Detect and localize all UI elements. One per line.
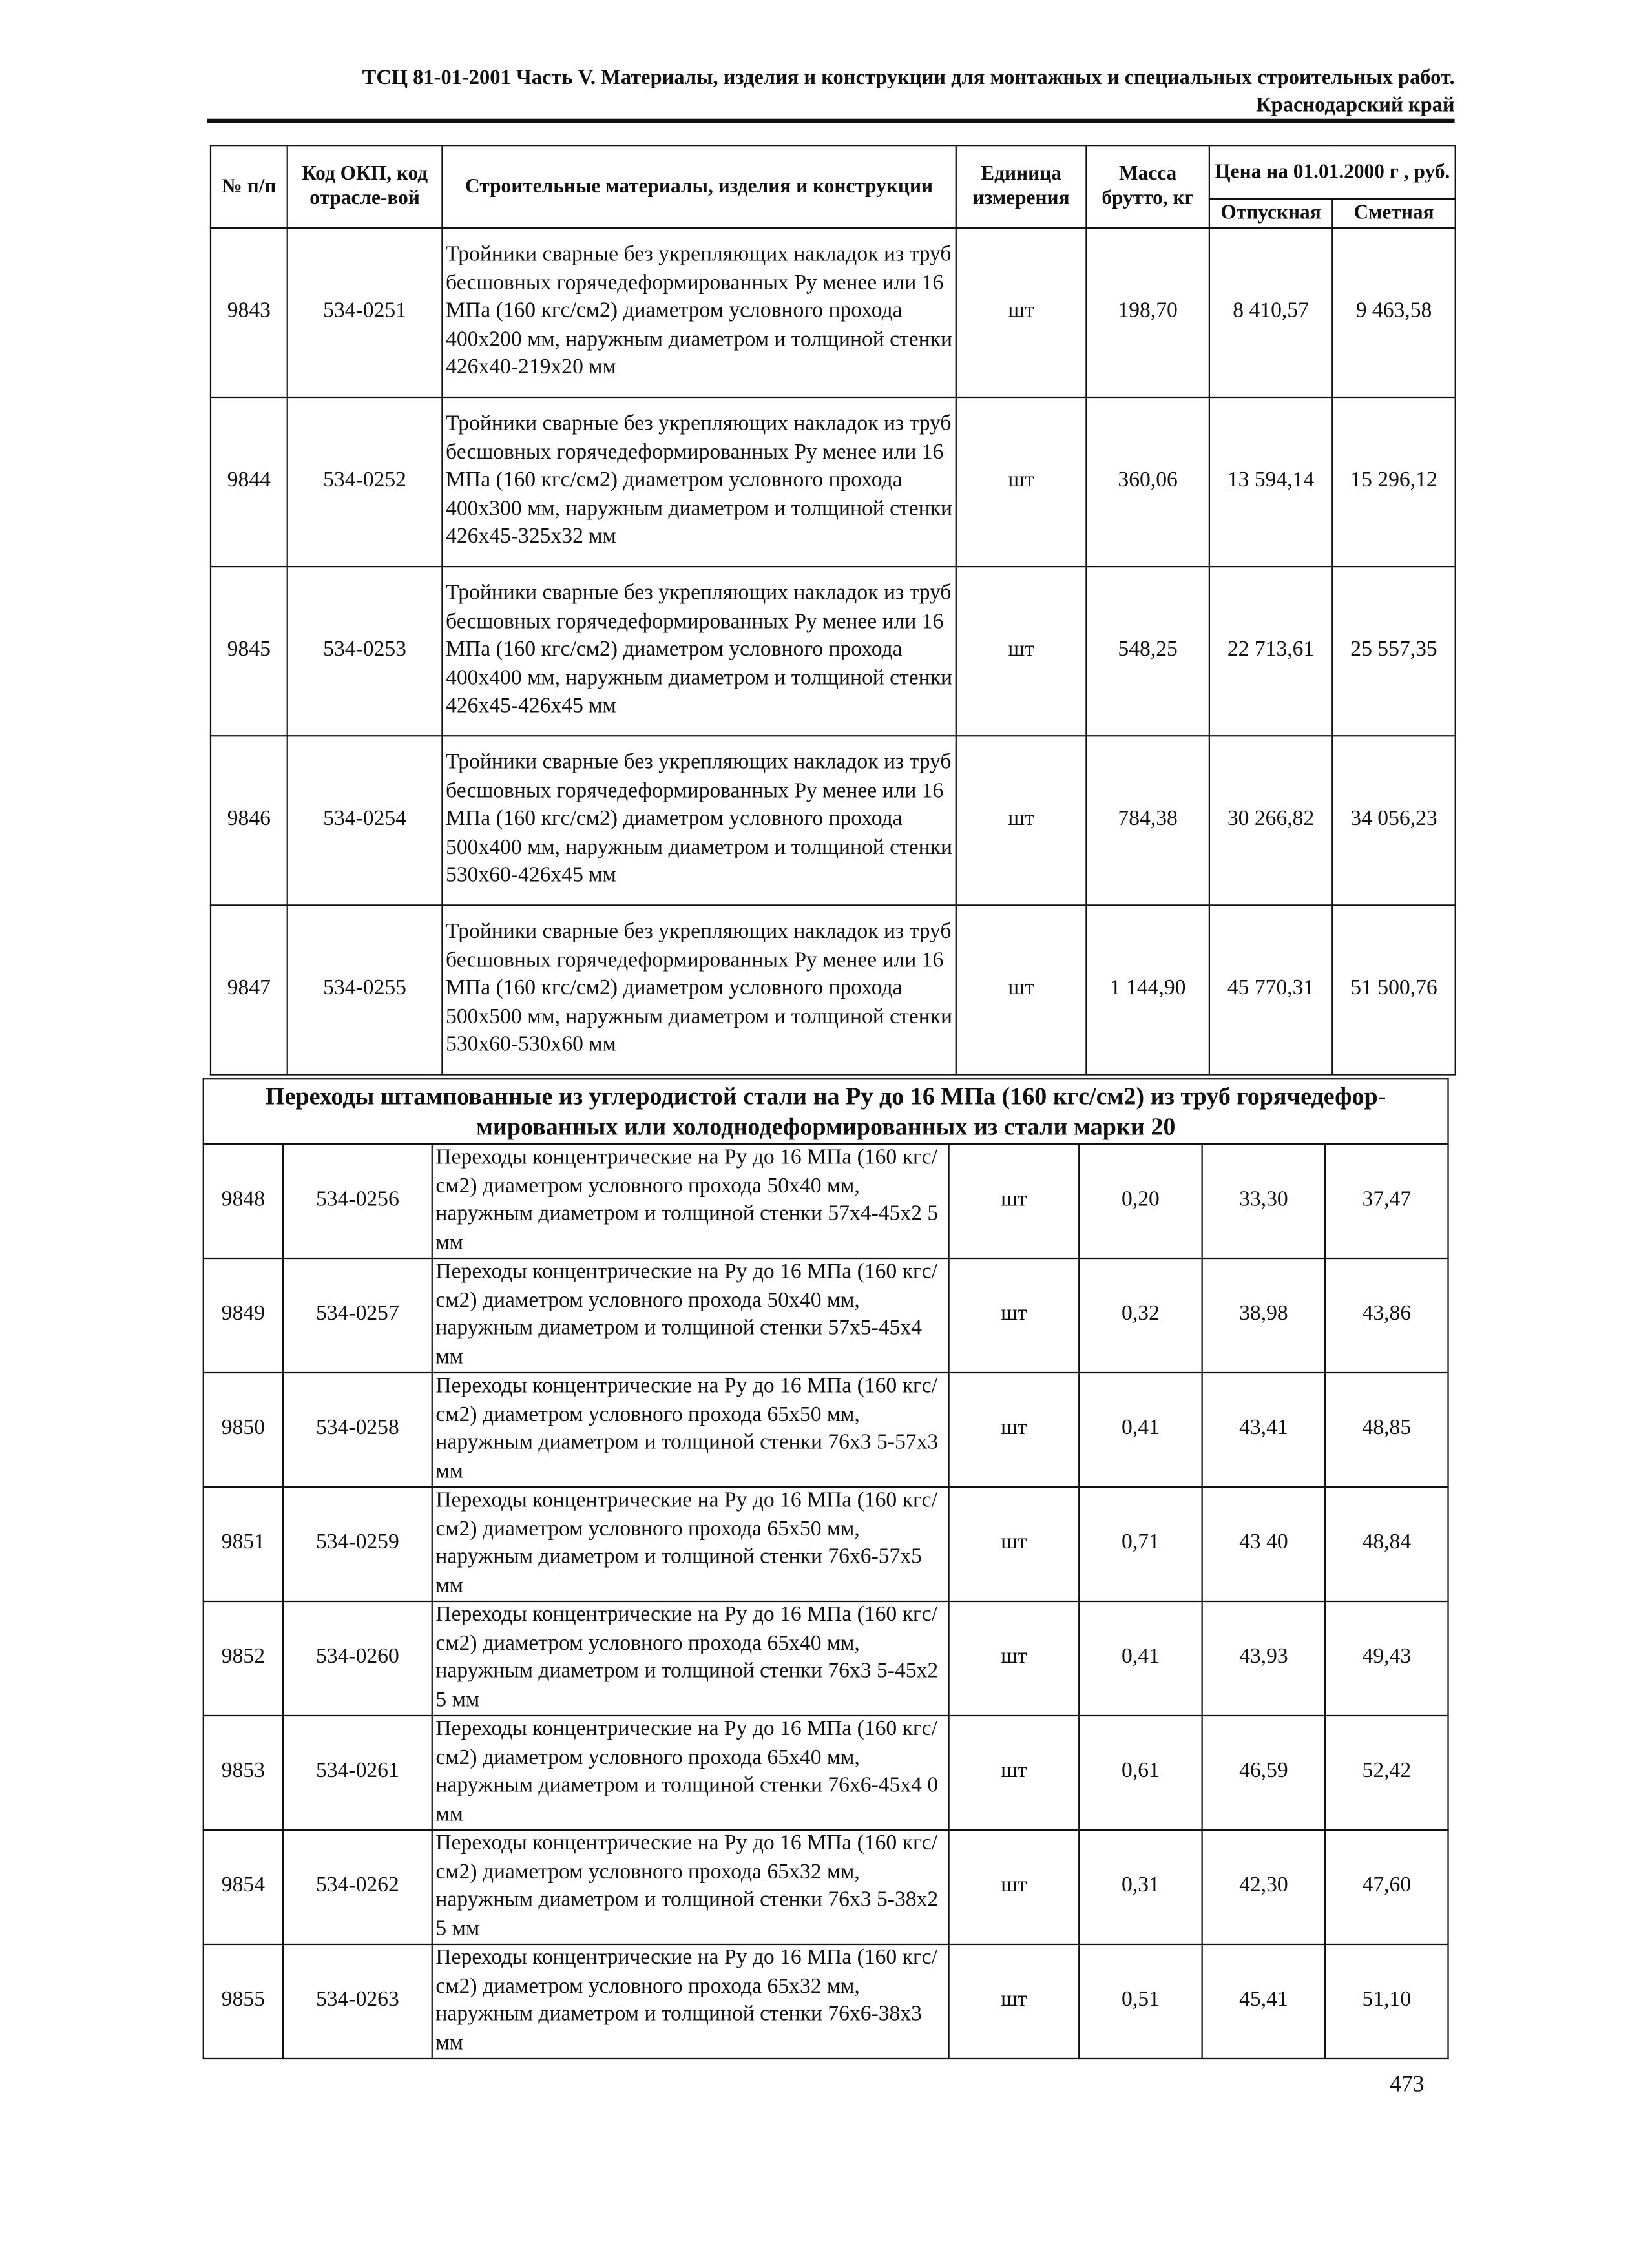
cell-mass: 360,06 [1086, 397, 1209, 567]
col-header-price: Цена на 01.01.2000 г , руб. [1209, 145, 1456, 199]
cell-num: 9854 [204, 1830, 283, 1944]
col-header-mass: Масса брутто, кг [1086, 145, 1209, 228]
cell-release: 8 410,57 [1209, 228, 1332, 397]
cell-mass: 548,25 [1086, 567, 1209, 736]
cell-estimate: 49,43 [1325, 1601, 1448, 1716]
cell-release: 43,41 [1202, 1373, 1325, 1487]
cell-num: 9850 [204, 1373, 283, 1487]
cell-release: 42,30 [1202, 1830, 1325, 1944]
cell-mass: 1 144,90 [1086, 905, 1209, 1074]
cell-unit: шт [956, 905, 1087, 1074]
cell-code: 534-0263 [283, 1944, 432, 2059]
col-header-release: Отпускная [1209, 199, 1332, 228]
cell-unit: шт [956, 397, 1087, 567]
header-rule [207, 119, 1454, 123]
cell-estimate: 47,60 [1325, 1830, 1448, 1944]
cell-release: 30 266,82 [1209, 736, 1332, 905]
cell-desc: Переходы концентрические на Ру до 16 МПа (160 кгс/см2) диаметром условного прохода 65х50 мм, наружным диаметром и толщиной стенки 76х6-57х5 мм [432, 1487, 949, 1601]
cell-estimate: 37,47 [1325, 1144, 1448, 1258]
cell-num: 9853 [204, 1716, 283, 1830]
cell-code: 534-0253 [287, 567, 443, 736]
table-row [204, 1373, 1448, 1487]
page-header-region: Краснодарский край [1256, 94, 1455, 118]
cell-estimate: 15 296,12 [1332, 397, 1455, 567]
cell-code: 534-0261 [283, 1716, 432, 1830]
cell-num: 9855 [204, 1944, 283, 2059]
cell-code: 534-0255 [287, 905, 443, 1074]
cell-release: 38,98 [1202, 1258, 1325, 1373]
table-row [204, 1830, 1448, 1944]
cell-num: 9848 [204, 1144, 283, 1258]
cell-num: 9845 [211, 567, 287, 736]
cell-mass: 0,51 [1079, 1944, 1202, 2059]
cell-mass: 0,61 [1079, 1716, 1202, 1830]
cell-estimate: 34 056,23 [1332, 736, 1455, 905]
cell-desc: Тройники сварные без укрепляющих накладок из труб бесшовных горячедеформированных Ру менее или 16 МПа (160 кгс/см2) диаметром условного прохода 500х500 мм, наружным диаметром и толщиной стенки 530х60-530х60 мм [442, 905, 956, 1074]
col-header-code: Код ОКП, код отрасле-вой [287, 145, 443, 228]
table-row [211, 228, 1456, 397]
cell-release: 43 40 [1202, 1487, 1325, 1601]
cell-mass: 784,38 [1086, 736, 1209, 905]
cell-unit: шт [956, 228, 1087, 397]
cell-code: 534-0251 [287, 228, 443, 397]
cell-release: 33,30 [1202, 1144, 1325, 1258]
cell-unit: шт [949, 1258, 1080, 1373]
cell-estimate: 25 557,35 [1332, 567, 1455, 736]
cell-estimate: 9 463,58 [1332, 228, 1455, 397]
cell-estimate: 51,10 [1325, 1944, 1448, 2059]
cell-unit: шт [949, 1716, 1080, 1830]
col-header-unit: Единица измерения [956, 145, 1087, 228]
cell-code: 534-0262 [283, 1830, 432, 1944]
col-header-estimate: Сметная [1332, 199, 1455, 228]
cell-num: 9844 [211, 397, 287, 567]
cell-unit: шт [949, 1944, 1080, 2059]
cell-code: 534-0252 [287, 397, 443, 567]
cell-unit: шт [956, 567, 1087, 736]
cell-mass: 0,41 [1079, 1373, 1202, 1487]
cell-code: 534-0254 [287, 736, 443, 905]
cell-mass: 0,41 [1079, 1601, 1202, 1716]
cell-desc: Переходы концентрические на Ру до 16 МПа (160 кгс/см2) диаметром условного прохода 50х40 мм, наружным диаметром и толщиной стенки 57х5-45х4 мм [432, 1258, 949, 1373]
table-row [204, 1144, 1448, 1258]
cell-mass: 0,20 [1079, 1144, 1202, 1258]
cell-mass: 0,71 [1079, 1487, 1202, 1601]
cell-estimate: 48,84 [1325, 1487, 1448, 1601]
cell-desc: Переходы концентрические на Ру до 16 МПа (160 кгс/см2) диаметром условного прохода 65х32 мм, наружным диаметром и толщиной стенки 76х3 5-38х2 5 мм [432, 1830, 949, 1944]
cell-unit: шт [949, 1144, 1080, 1258]
cell-num: 9847 [211, 905, 287, 1074]
cell-mass: 0,31 [1079, 1830, 1202, 1944]
section-heading: Переходы штампованные из углеродистой стали на Ру до 16 МПа (160 кгс/см2) из труб горячедефор-мированных или холоднодеформированных из стали марки 20 [204, 1079, 1448, 1144]
cell-desc: Переходы концентрические на Ру до 16 МПа (160 кгс/см2) диаметром условного прохода 65х50 мм, наружным диаметром и толщиной стенки 76х3 5-57х3 мм [432, 1373, 949, 1487]
cell-unit: шт [949, 1487, 1080, 1601]
page-header-title: ТСЦ 81-01-2001 Часть V. Материалы, изделия и конструкции для монтажных и специальных строительных работ. [362, 67, 1455, 90]
cell-unit: шт [956, 736, 1087, 905]
cell-desc: Переходы концентрические на Ру до 16 МПа (160 кгс/см2) диаметром условного прохода 65х32 мм, наружным диаметром и толщиной стенки 76х6-38х3 мм [432, 1944, 949, 2059]
cell-code: 534-0258 [283, 1373, 432, 1487]
cell-desc: Переходы концентрические на Ру до 16 МПа (160 кгс/см2) диаметром условного прохода 50х40 мм, наружным диаметром и толщиной стенки 57х4-45х2 5 мм [432, 1144, 949, 1258]
cell-code: 534-0256 [283, 1144, 432, 1258]
cell-estimate: 48,85 [1325, 1373, 1448, 1487]
cell-num: 9843 [211, 228, 287, 397]
cell-unit: шт [949, 1830, 1080, 1944]
cell-mass: 198,70 [1086, 228, 1209, 397]
table-row [211, 736, 1456, 905]
table-row [204, 1601, 1448, 1716]
table-row [204, 1258, 1448, 1373]
cell-release: 46,59 [1202, 1716, 1325, 1830]
cell-desc: Тройники сварные без укрепляющих накладок из труб бесшовных горячедеформированных Ру менее или 16 МПа (160 кгс/см2) диаметром условного прохода 400х400 мм, наружным диаметром и толщиной стенки 426х45-426х45 мм [442, 567, 956, 736]
table-row [204, 1716, 1448, 1830]
table-row [204, 1487, 1448, 1601]
cell-estimate: 43,86 [1325, 1258, 1448, 1373]
page-number: 473 [1389, 2072, 1425, 2097]
cell-num: 9846 [211, 736, 287, 905]
cell-desc: Тройники сварные без укрепляющих накладок из труб бесшовных горячедеформированных Ру менее или 16 МПа (160 кгс/см2) диаметром условного прохода 400х300 мм, наружным диаметром и толщиной стенки 426х45-325х32 мм [442, 397, 956, 567]
cell-release: 43,93 [1202, 1601, 1325, 1716]
cell-code: 534-0260 [283, 1601, 432, 1716]
cell-desc: Переходы концентрические на Ру до 16 МПа (160 кгс/см2) диаметром условного прохода 65х40 мм, наружным диаметром и толщиной стенки 76х6-45х4 0 мм [432, 1716, 949, 1830]
cell-release: 45 770,31 [1209, 905, 1332, 1074]
table-row [211, 905, 1456, 1074]
cell-mass: 0,32 [1079, 1258, 1202, 1373]
cell-desc: Переходы концентрические на Ру до 16 МПа (160 кгс/см2) диаметром условного прохода 65х40 мм, наружным диаметром и толщиной стенки 76х3 5-45х2 5 мм [432, 1601, 949, 1716]
cell-unit: шт [949, 1601, 1080, 1716]
cell-release: 13 594,14 [1209, 397, 1332, 567]
price-table-section-2 [203, 1078, 1449, 2059]
table-row [211, 567, 1456, 736]
cell-estimate: 51 500,76 [1332, 905, 1455, 1074]
cell-desc: Тройники сварные без укрепляющих накладок из труб бесшовных горячедеформированных Ру менее или 16 МПа (160 кгс/см2) диаметром условного прохода 500х400 мм, наружным диаметром и толщиной стенки 530х60-426х45 мм [442, 736, 956, 905]
cell-num: 9852 [204, 1601, 283, 1716]
cell-num: 9851 [204, 1487, 283, 1601]
cell-code: 534-0257 [283, 1258, 432, 1373]
cell-release: 22 713,61 [1209, 567, 1332, 736]
cell-release: 45,41 [1202, 1944, 1325, 2059]
cell-unit: шт [949, 1373, 1080, 1487]
table-row [204, 1944, 1448, 2059]
cell-estimate: 52,42 [1325, 1716, 1448, 1830]
table-row [211, 397, 1456, 567]
col-header-name: Строительные материалы, изделия и конструкции [442, 145, 956, 228]
cell-num: 9849 [204, 1258, 283, 1373]
price-table [210, 145, 1456, 1076]
cell-code: 534-0259 [283, 1487, 432, 1601]
col-header-num: № п/п [211, 145, 287, 228]
cell-desc: Тройники сварные без укрепляющих накладок из труб бесшовных горячедеформированных Ру менее или 16 МПа (160 кгс/см2) диаметром условного прохода 400х200 мм, наружным диаметром и толщиной стенки 426х40-219х20 мм [442, 228, 956, 397]
